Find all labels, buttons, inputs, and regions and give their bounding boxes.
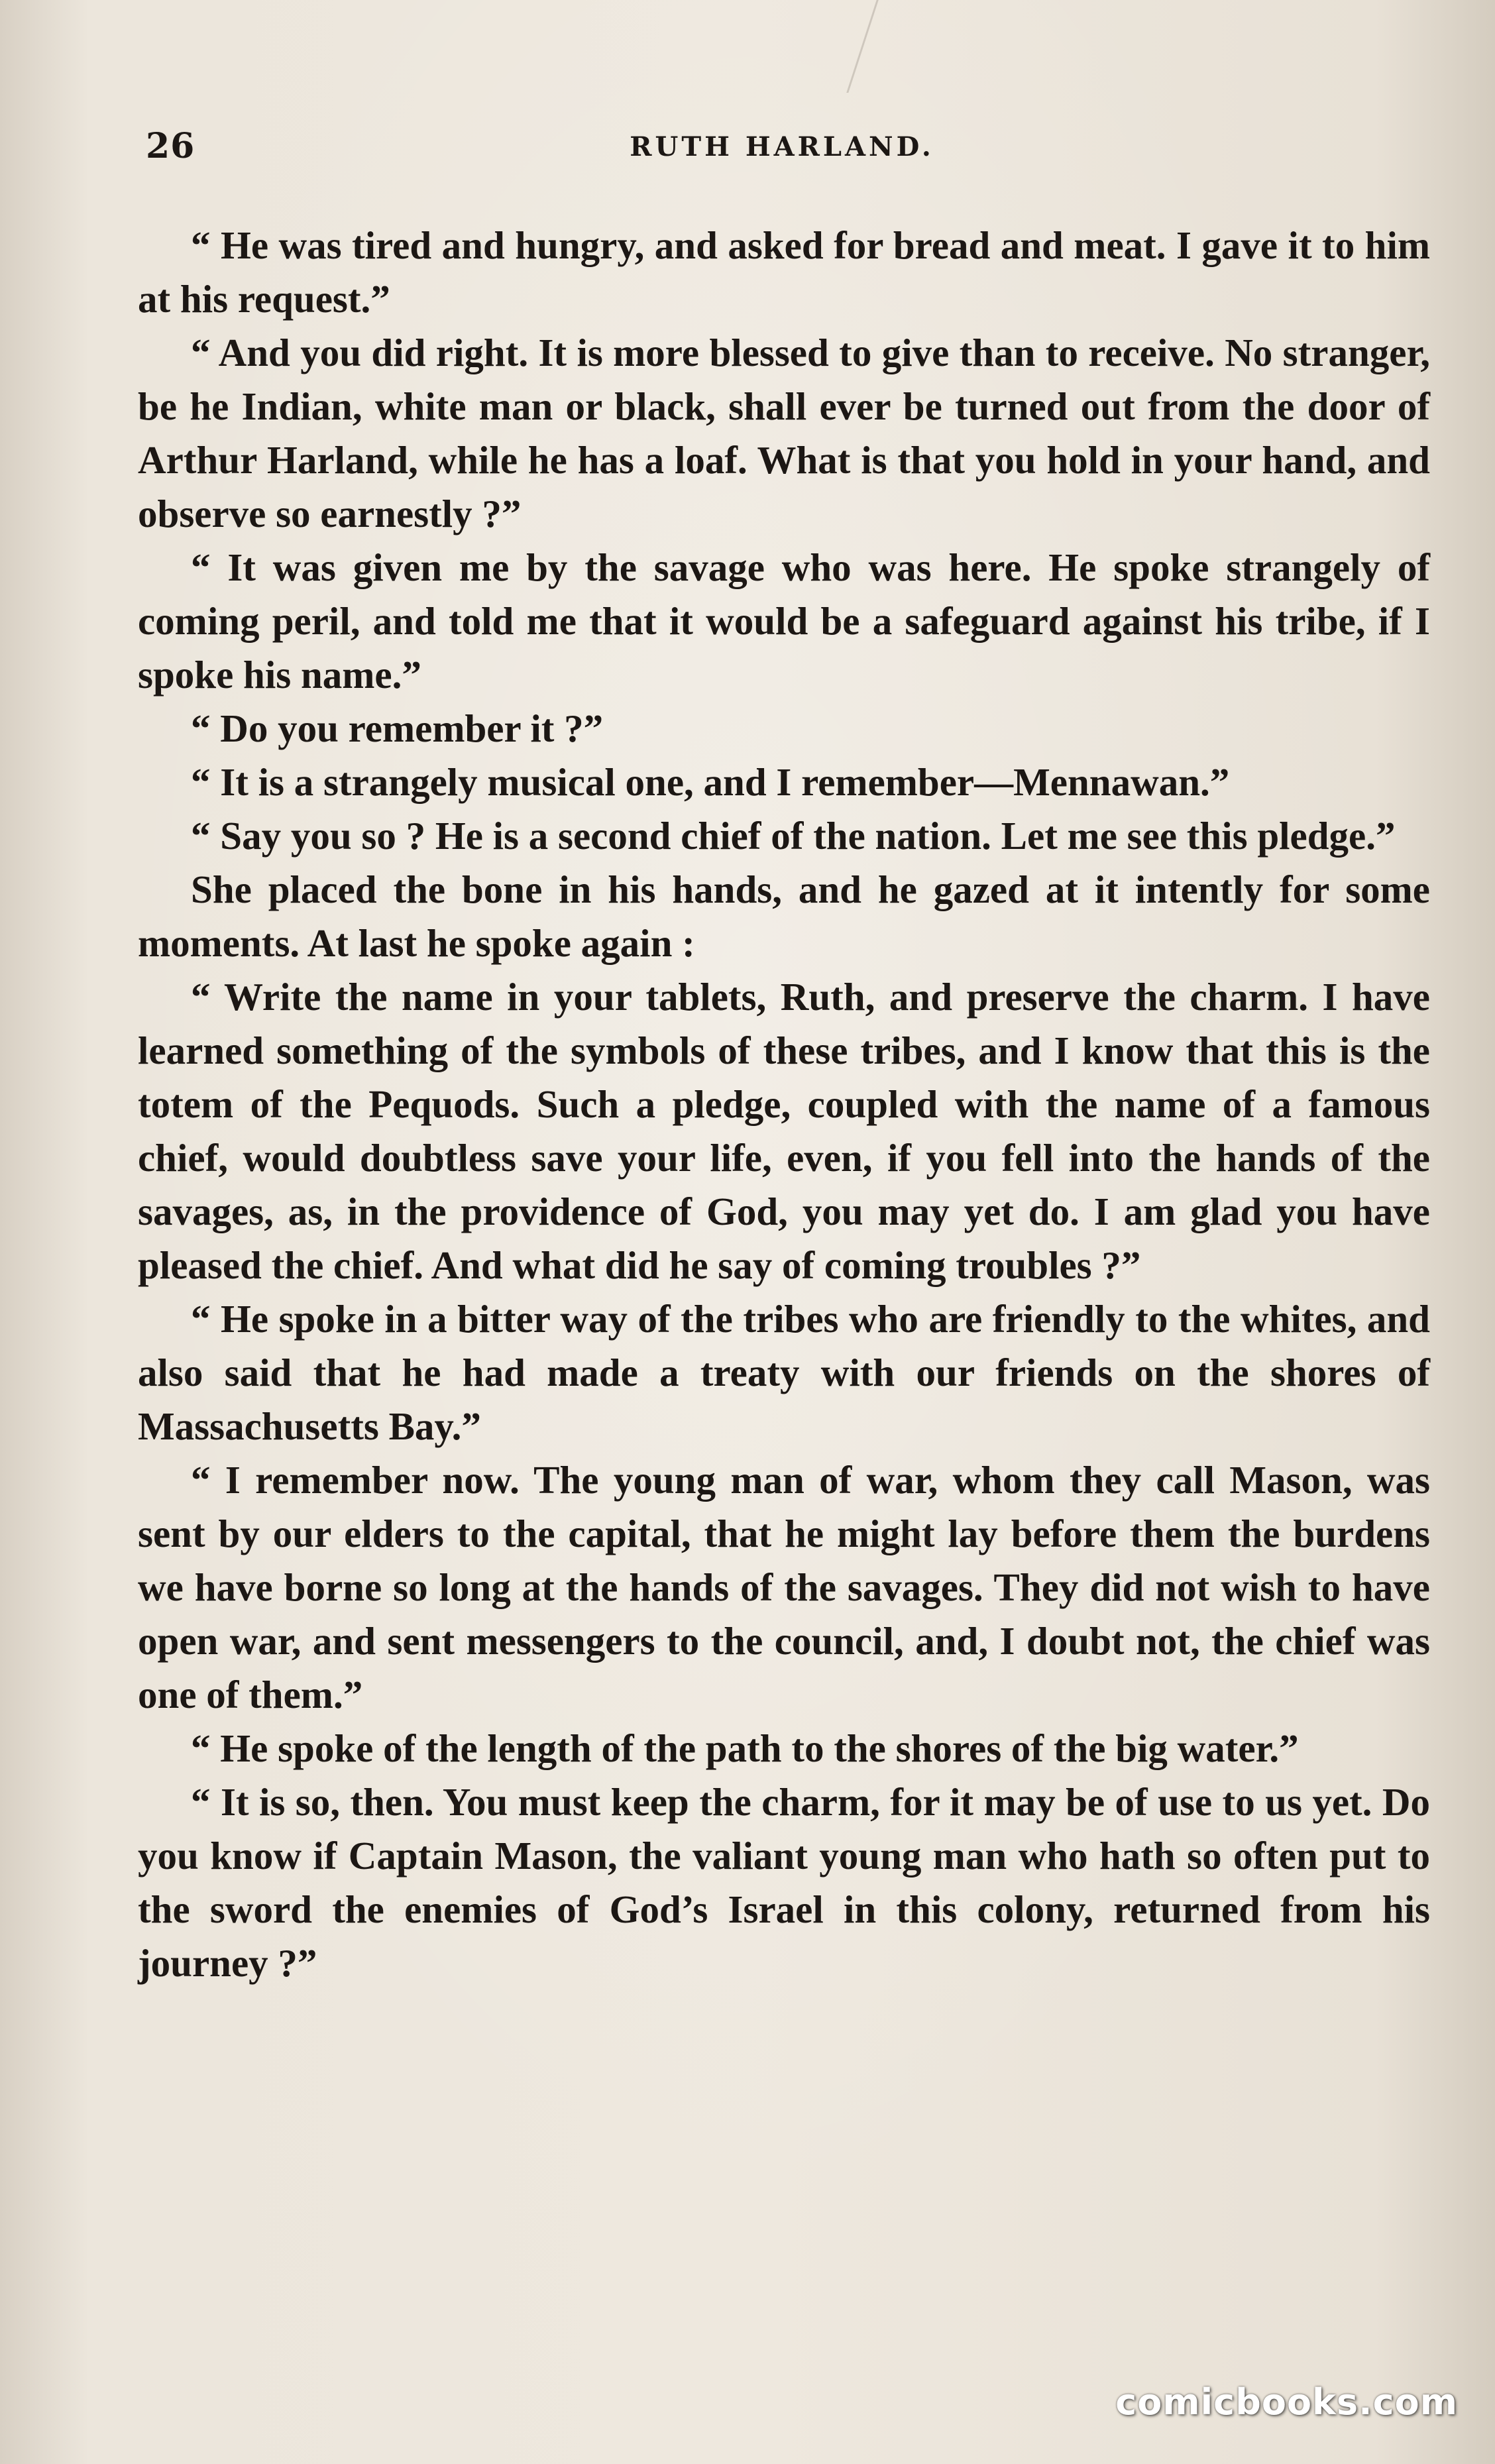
paragraph: “ He spoke of the length of the path to the shores of the big water.”: [191, 1726, 1299, 1770]
paragraph: “ I remember now. The young man of war, whom they call Mason, was sent by our elders to the capital, that he might lay before them the burdens we have borne so long at the hands of the savages. They did not wish to have open war, and sent messengers to the council, and, I doubt not, the chief was one of them.”: [138, 1458, 1430, 1716]
paragraph: “ Write the name in your tablets, Ruth, and preserve the charm. I have learned something of the symbols of these tribes, and I know that this is the totem of the Pequods. Such a pledge, coupled with the name of a famous chief, would doubtless save your life, even, if you fell into the hands of the savages, as, in the providence of God, you may yet do. I am glad you have pleased the chief. And what did he say of coming troubles ?”: [138, 975, 1430, 1287]
paragraph: “ Say you so ? He is a second chief of the nation. Let me see this pledge.”: [191, 814, 1396, 858]
paragraph: “ It is a strangely musical one, and I remember—Mennawan.”: [191, 760, 1230, 804]
running-head: RUTH HARLAND.: [630, 131, 934, 162]
paragraph: “ He spoke in a bitter way of the tribes who are friendly to the whites, and also said that he had made a treaty with our friends on the shores of Massachusetts Bay.”: [138, 1297, 1430, 1448]
page-header: [133, 126, 1431, 166]
paragraph: “ And you did right. It is more blessed to give than to receive. No stranger, be he Indian, white man or black, shall ever be turned out from the door of Arthur Harland, while he has a loaf. What is that you hold in your hand, and observe so earnestly ?”: [138, 331, 1430, 535]
paragraph: “ Do you remember it ?”: [191, 706, 604, 750]
paragraph: “ He was tired and hungry, and asked for bread and meat. I gave it to him at his request.”: [138, 223, 1430, 321]
body-text: [138, 219, 1430, 1990]
paragraph: “ It is so, then. You must keep the charm, for it may be of use to us yet. Do you know if Captain Mason, the valiant young man who hath so often put to the sword the enemies of God’s Israel in this colony, returned from his journey ?”: [138, 1780, 1430, 1985]
page-crease: [846, 0, 918, 93]
paragraph: “ It was given me by the savage who was here. He spoke strangely of coming peril, and told me that it would be a safeguard against his tribe, if I spoke his name.”: [138, 545, 1430, 697]
site-watermark: comicbooks.com: [1115, 2381, 1458, 2423]
page-number: 26: [146, 126, 195, 166]
paragraph: She placed the bone in his hands, and he gazed at it intently for some moments. At last he spoke again :: [138, 868, 1430, 965]
